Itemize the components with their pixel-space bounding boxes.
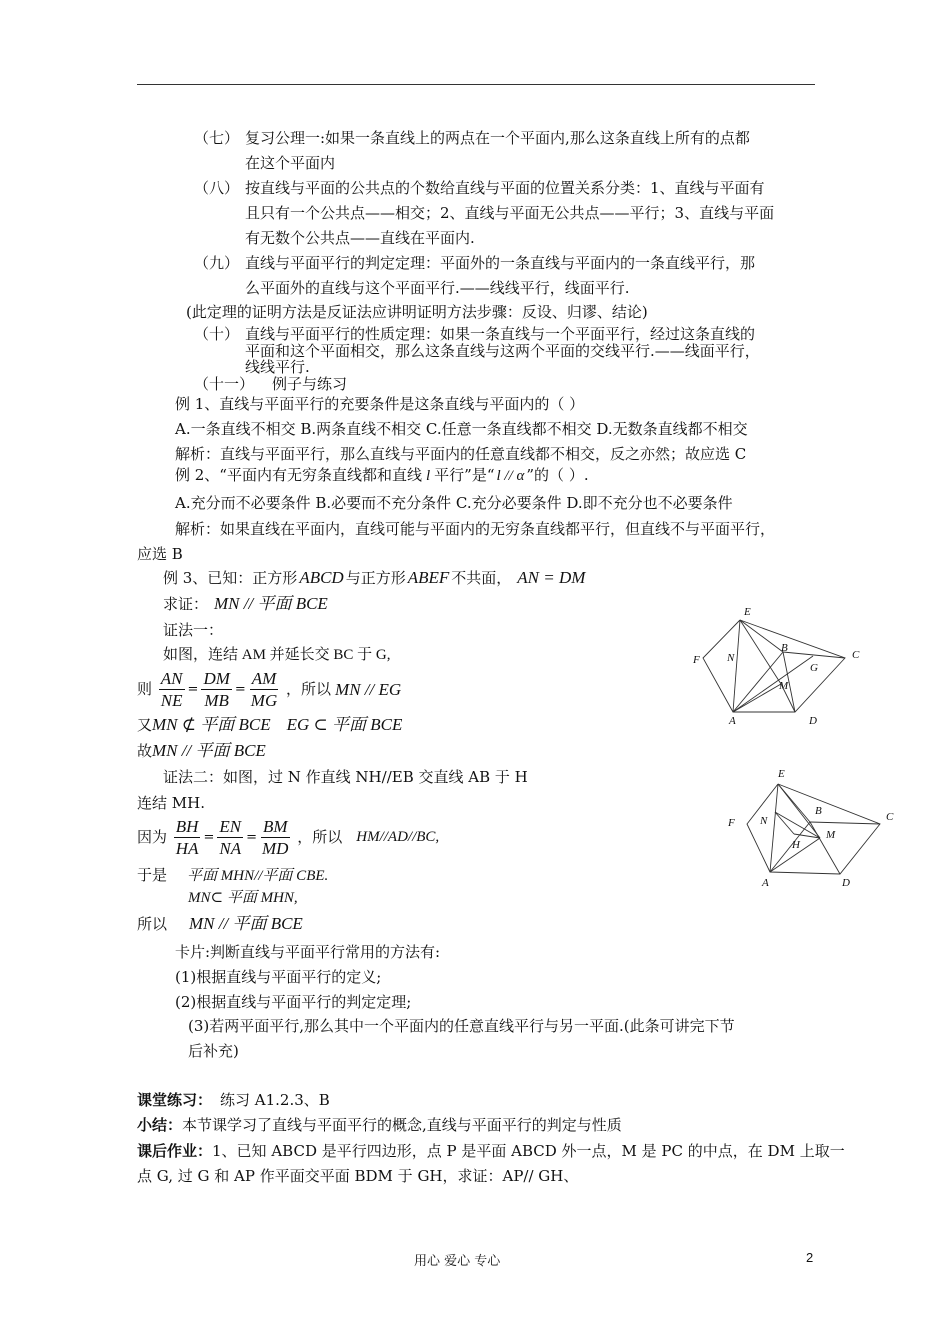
item-11-num: （十一） bbox=[194, 375, 255, 393]
item-8-text: 按直线与平面的公共点的个数给直线与平面的位置关系分类：1、直线与平面有 bbox=[245, 179, 765, 197]
label-m: M bbox=[779, 680, 789, 692]
method2-sub: MN⊂ 平面 MHN, bbox=[188, 890, 298, 906]
header-rule bbox=[137, 84, 815, 85]
item-9-text: 直线与平面平行的判定定理：平面外的一条直线与平面内的一条直线平行，那 bbox=[245, 254, 756, 272]
item-10-num: （十） bbox=[194, 325, 240, 343]
item-7-num: （七） bbox=[194, 129, 240, 147]
method2-line1: 连结 MH. bbox=[137, 794, 205, 812]
label-c: C bbox=[852, 649, 860, 661]
method1-title: 证法一： bbox=[163, 621, 224, 639]
fraction: $\frac{AN}{NE}$ bbox=[160, 669, 183, 710]
ex2-analysis-1: 解析：如果直线在平面内，直线可能与平面内的无穷条直线都平行，但直线不与平面平行， bbox=[175, 520, 776, 538]
method2-then: 于是 平面 MHN//平面 CBE. bbox=[137, 866, 329, 884]
label-b: B bbox=[815, 805, 822, 817]
fraction: $\frac{BM}{MD}$ bbox=[262, 817, 289, 858]
homework-cont: 点 G, 过 G 和 AP 作平面交平面 BDM 于 GH，求证：AP// GH、 bbox=[137, 1167, 579, 1185]
practice: 课堂练习： 练习 A1.2.3、B bbox=[137, 1091, 330, 1109]
method2-title: 证法二：如图，过 N 作直线 NH//EB 交直线 AB 于 H bbox=[163, 768, 528, 786]
ex1-question: 例 1、直线与平面平行的充要条件是这条直线与平面内的（ ） bbox=[175, 395, 585, 413]
figure-1-diagram bbox=[685, 600, 870, 730]
label-m: M bbox=[826, 829, 836, 841]
label-e: E bbox=[778, 768, 785, 780]
ex2-analysis-2: 应选 B bbox=[137, 545, 183, 563]
label-n: N bbox=[760, 815, 768, 827]
item-9-cont: 么平面外的直线与这个平面平行.——线线平行，线面平行. bbox=[245, 279, 630, 297]
ex3-prove: 求证： MN // 平面 BCE bbox=[163, 594, 328, 613]
card-title: 卡片:判断直线与平面平行常用的方法有: bbox=[175, 943, 441, 961]
item-11-text: 例子与练习 bbox=[272, 375, 348, 393]
item-10-cont-1: 平面和这个平面相交，那么这条直线与这两个平面的交线平行.——线面平行， bbox=[245, 342, 760, 360]
card-item-3: (3)若两平面平行,那么其中一个平面内的任意直线平行与另一平面.(此条可讲完下节 bbox=[188, 1017, 735, 1035]
summary: 小结：本节课学习了直线与平面平行的概念,直线与平面平行的判定与性质 bbox=[137, 1116, 622, 1134]
method1-also: 又MN ⊄ 平面 BCE EG ⊂ 平面 BCE bbox=[137, 715, 403, 734]
item-8-cont-2: 有无数个公共点——直线在平面内. bbox=[245, 229, 475, 247]
label-b: B bbox=[781, 642, 788, 654]
fraction: $\frac{DM}{MB}$ bbox=[203, 669, 230, 710]
item-10-text: 直线与平面平行的性质定理：如果一条直线与一个平面平行，经过这条直线的 bbox=[245, 325, 756, 343]
page-number: 2 bbox=[806, 1250, 814, 1265]
proof-note: (此定理的证明方法是反证法应讲明证明方法步骤：反设、归谬、结论) bbox=[186, 303, 648, 321]
homework: 课后作业：1、已知 ABCD 是平行四边形，点 P 是平面 ABCD 外一点，M 是 PC 的中点，在 DM 上取一 bbox=[137, 1142, 845, 1160]
ex3-given: 例 3、已知：正方形 ABCD 与正方形 ABEF 不共面， AN = DM bbox=[163, 568, 586, 587]
item-10-cont-2: 线线平行. bbox=[245, 358, 310, 376]
item-8-num: （八） bbox=[194, 179, 240, 197]
footer-slogan: 用心 爱心 专心 bbox=[414, 1254, 501, 1269]
method1-ratio: 则 $\frac{AN}{NE}$ = $\frac{DM}{MB}$ = $\frac{AM}{MG}$ ，所以 MN // EG bbox=[137, 669, 402, 710]
fraction: $\frac{AM}{MG}$ bbox=[250, 669, 278, 710]
method2-final: 所以 MN // 平面 BCE bbox=[137, 914, 303, 933]
figure-2-diagram bbox=[720, 762, 900, 890]
ex2-options: A.充分而不必要条件 B.必要而不充分条件 C.充分必要条件 D.即不充分也不必要条件 bbox=[175, 494, 733, 512]
fraction: $\frac{EN}{NA}$ bbox=[219, 817, 242, 858]
label-n: N bbox=[727, 652, 735, 664]
method2-ratio: 因为 $\frac{BH}{HA}$ = $\frac{EN}{NA}$ = $\frac{BM}{MD}$ ，所以 HM//AD//BC, bbox=[137, 817, 440, 858]
ex2-question: 例 2、“平面内有无穷条直线都和直线 l 平行”是“ l // α ”的（ ）. bbox=[175, 466, 589, 484]
card-item-2: (2)根据直线与平面平行的判定定理; bbox=[175, 993, 412, 1011]
label-f: F bbox=[728, 817, 735, 829]
label-a: A bbox=[762, 877, 769, 889]
label-f: F bbox=[693, 654, 700, 666]
card-item-1: (1)根据直线与平面平行的定义; bbox=[175, 968, 382, 986]
item-8-cont-1: 且只有一个公共点——相交；2、直线与平面无公共点——平行；3、直线与平面 bbox=[245, 204, 775, 222]
card-item-3-cont: 后补充) bbox=[188, 1042, 239, 1060]
label-d: D bbox=[809, 715, 817, 727]
label-a: A bbox=[729, 715, 736, 727]
label-d: D bbox=[842, 877, 850, 889]
ex1-options: A.一条直线不相交 B.两条直线不相交 C.任意一条直线都不相交 D.无数条直线都不相交 bbox=[175, 420, 748, 438]
item-9-num: （九） bbox=[194, 254, 240, 272]
method1-therefore: 故MN // 平面 BCE bbox=[137, 741, 266, 760]
label-g: G bbox=[810, 662, 818, 674]
ex1-analysis: 解析：直线与平面平行，那么直线与平面内的任意直线都不相交，反之亦然；故应选 C bbox=[175, 445, 747, 463]
item-7-text: 复习公理一:如果一条直线上的两点在一个平面内,那么这条直线上所有的点都 bbox=[245, 129, 750, 147]
method1-line1: 如图，连结 AM 并延长交 BC 于 G, bbox=[163, 647, 391, 663]
label-e: E bbox=[744, 606, 751, 618]
label-h: H bbox=[792, 839, 800, 851]
fraction: $\frac{BH}{HA}$ bbox=[175, 817, 199, 858]
item-7-cont: 在这个平面内 bbox=[245, 154, 336, 172]
label-c: C bbox=[886, 811, 894, 823]
